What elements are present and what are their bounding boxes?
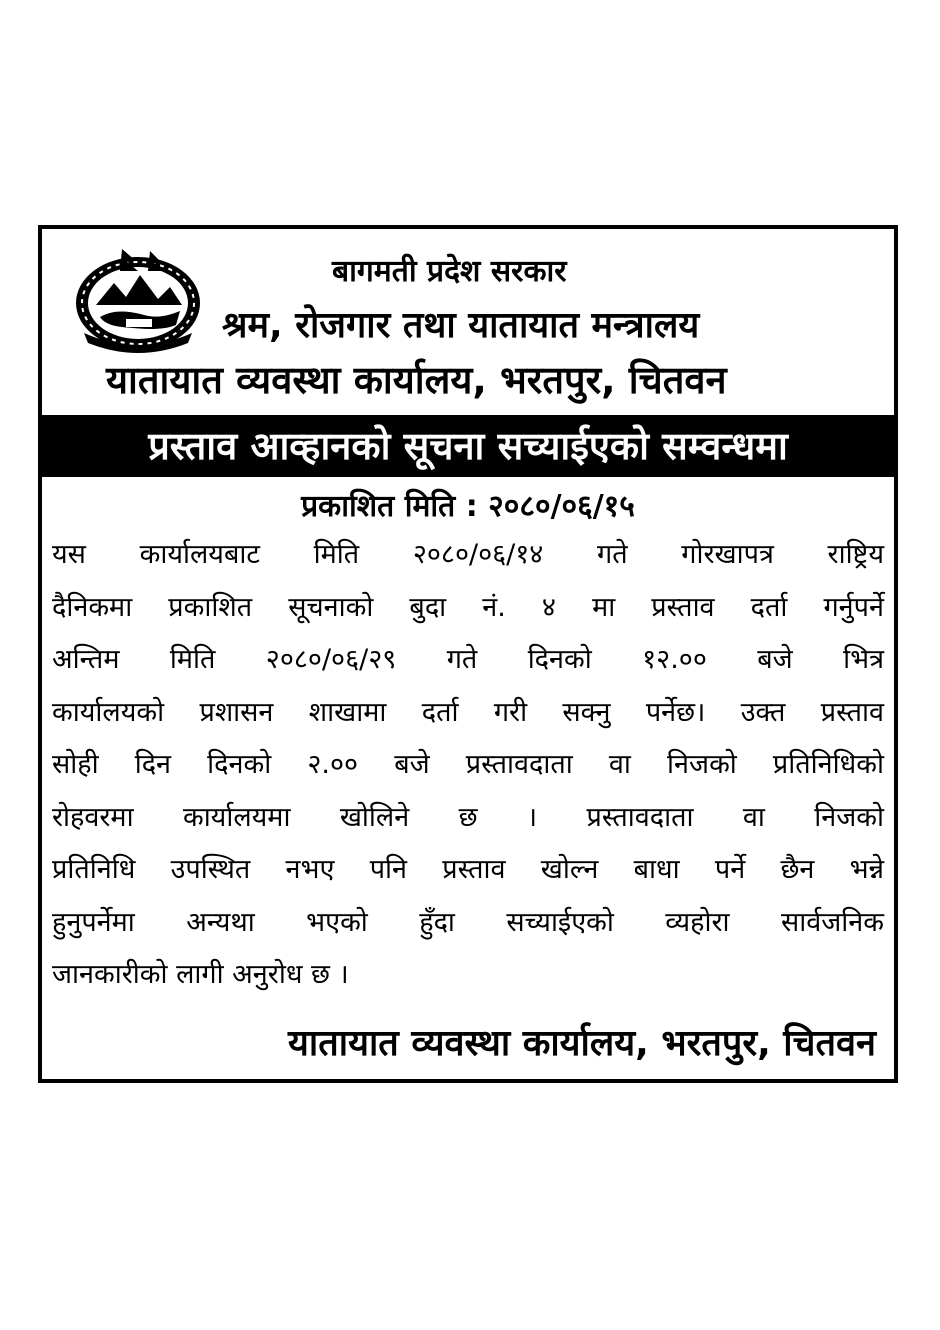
body-line: कार्यालयको प्रशासन शाखामा दर्ता गरी सक्नु पर्नेछ। उक्त प्रस्ताव <box>52 696 884 728</box>
body-line: सोही दिन दिनको २.०० बजे प्रस्तावदाता वा निजको प्रतिनिधिको <box>52 749 884 780</box>
body-line: जानकारीको लागी अनुरोध छ । <box>52 959 349 990</box>
ministry-heading: श्रम, रोजगार तथा यातायात मन्त्रालय <box>222 305 700 346</box>
notice-box <box>38 225 898 1083</box>
body-line: रोहवरमा कार्यालयमा खोलिने छ । प्रस्तावदाता वा निजको <box>52 801 884 833</box>
province-government-heading: बागमती प्रदेश सरकार <box>332 254 567 289</box>
publication-date: प्रकाशित मिति : २०८०/०६/१५ <box>301 489 635 524</box>
body-line: प्रतिनिधि उपस्थित नभए पनि प्रस्ताव खोल्न बाधा पर्ने छैन भन्ने <box>52 854 884 885</box>
nepal-government-emblem-icon <box>70 245 206 353</box>
body-line: यस कार्यालयबाट मिति २०८०/०६/१४ गते गोरखापत्र राष्ट्रिय <box>52 539 884 570</box>
body-line: अन्तिम मिति २०८०/०६/२९ गते दिनको १२.०० बजे भित्र <box>52 644 884 675</box>
notice-body <box>52 529 884 1002</box>
body-line: हुनुपर्नेमा अन्यथा भएको हुँदा सच्याईएको व्यहोरा सार्वजनिक <box>52 906 884 938</box>
notice-title-banner: प्रस्ताव आव्हानको सूचना सच्याईएको सम्वन्धमा <box>42 415 894 477</box>
office-heading: यातायात व्यवस्था कार्यालय, भरतपुर, चितवन <box>106 358 727 402</box>
office-signature: यातायात व्यवस्था कार्यालय, भरतपुर, चितवन <box>288 1023 876 1064</box>
body-line: दैनिकमा प्रकाशित सूचनाको बुदा नं. ४ मा प्रस्ताव दर्ता गर्नुपर्ने <box>52 591 884 623</box>
